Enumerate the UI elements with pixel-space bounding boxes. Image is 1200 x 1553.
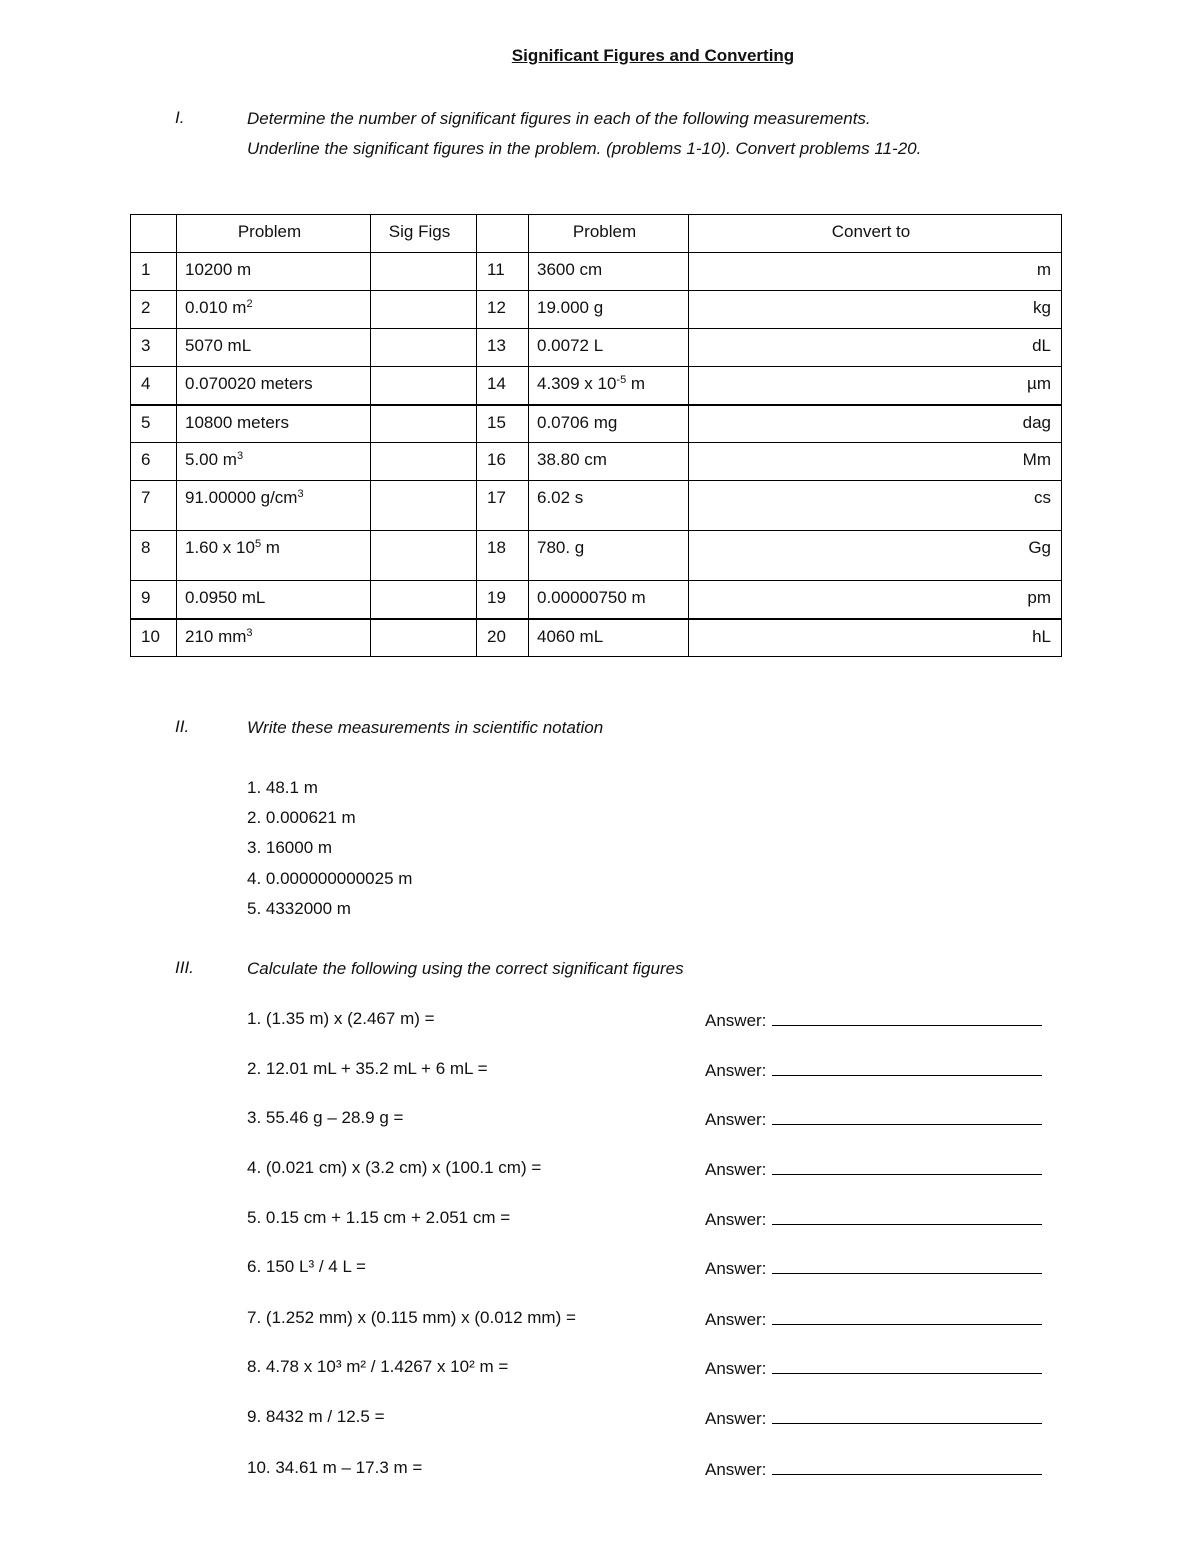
sig-figs-answer-cell[interactable] [371, 329, 477, 367]
row-number: 6 [131, 443, 177, 481]
header-blank-b [477, 215, 529, 253]
problem-text: 0.070020 meters [185, 374, 313, 393]
header-convert-to: Convert to [689, 215, 1062, 253]
answer-field[interactable] [705, 1208, 1042, 1230]
header-problem-a: Problem [177, 215, 371, 253]
answer-field[interactable] [705, 1357, 1042, 1379]
sig-figs-answer-cell[interactable] [371, 405, 477, 443]
page-title: Significant Figures and Converting [511, 46, 795, 65]
section-2-numeral: II. [175, 717, 190, 736]
calc-problem: 8. 4.78 x 10³ m² / 1.4267 x 10² m = [247, 1357, 509, 1376]
answer-line[interactable] [772, 1059, 1042, 1076]
row-number: 3 [131, 329, 177, 367]
problem-text: 0.00000750 m [537, 588, 646, 607]
calc-problem: 2. 12.01 mL + 35.2 mL + 6 mL = [247, 1059, 488, 1078]
problem-cell [177, 619, 371, 657]
answer-line[interactable] [772, 1407, 1042, 1424]
row-number: 17 [477, 481, 529, 531]
calc-problem: 6. 150 L³ / 4 L = [247, 1257, 366, 1276]
header-problem-b: Problem [529, 215, 689, 253]
sig-figs-answer-cell[interactable] [371, 531, 477, 581]
problem-exponent: 3 [236, 450, 244, 462]
answer-line[interactable] [772, 1257, 1042, 1274]
sig-figs-answer-cell[interactable] [371, 291, 477, 329]
problem-cell [529, 531, 689, 581]
row-number: 2 [131, 291, 177, 329]
problem-cell [177, 291, 371, 329]
problem-unit: m [626, 374, 646, 393]
problem-text: 780. g [537, 538, 585, 557]
list-item: 3. 16000 m [247, 838, 333, 858]
scientific-notation-list [247, 776, 412, 927]
answer-line[interactable] [772, 1108, 1042, 1125]
section-1-instructions [247, 104, 921, 164]
section-2-heading: Write these measurements in scientific notation [247, 718, 604, 737]
problem-cell [177, 531, 371, 581]
answer-field[interactable] [705, 1308, 1042, 1330]
problem-cell [529, 443, 689, 481]
sig-figs-table [130, 214, 1062, 657]
row-number: 16 [477, 443, 529, 481]
row-number: 19 [477, 581, 529, 619]
header-blank-a [131, 215, 177, 253]
problem-exponent: 3 [246, 626, 253, 639]
problem-cell [529, 253, 689, 291]
list-item: 1. 48.1 m [247, 778, 318, 797]
calc-problem: 10. 34.61 m – 17.3 m = [247, 1458, 423, 1477]
section-1-line-1: Determine the number of significant figures in each of the following measurements. [247, 109, 871, 128]
problem-cell [177, 405, 371, 443]
table-header-row [131, 215, 1062, 253]
row-number: 20 [477, 619, 529, 657]
row-number: 14 [477, 367, 529, 405]
problem-cell [529, 581, 689, 619]
section-1-numeral: I. [175, 108, 185, 127]
problem-text: 1.60 x 10 [185, 538, 255, 557]
row-number: 18 [477, 531, 529, 581]
problem-text: 6.02 s [537, 488, 584, 507]
row-number: 9 [131, 581, 177, 619]
problem-text: 10200 m [185, 260, 252, 279]
table-row [131, 405, 1062, 443]
problem-text: 19.000 g [537, 298, 604, 317]
answer-field[interactable] [705, 1108, 1042, 1130]
answer-label: Answer: [705, 1460, 767, 1479]
answer-field[interactable] [705, 1407, 1042, 1429]
answer-label: Answer: [705, 1110, 767, 1129]
problem-text: 0.0072 L [537, 336, 604, 355]
problem-cell [529, 367, 689, 405]
calc-problem: 9. 8432 m / 12.5 = [247, 1407, 385, 1426]
convert-unit-cell[interactable]: m [689, 253, 1062, 291]
calc-problem: 3. 55.46 g – 28.9 g = [247, 1108, 404, 1127]
problem-exponent: -5 [616, 374, 627, 386]
list-item: 4. 0.000000000025 m [247, 868, 413, 888]
answer-label: Answer: [705, 1011, 767, 1030]
table-row [131, 581, 1062, 619]
convert-unit-cell[interactable]: Gg [689, 531, 1062, 581]
answer-label: Answer: [705, 1210, 767, 1229]
calc-problem: 5. 0.15 cm + 1.15 cm + 2.051 cm = [247, 1208, 511, 1227]
table-row [131, 531, 1062, 581]
answer-line[interactable] [772, 1208, 1042, 1225]
row-number: 11 [477, 253, 529, 291]
answer-line[interactable] [772, 1308, 1042, 1325]
problem-text: 10800 meters [185, 412, 289, 432]
list-item: 2. 0.000621 m [247, 808, 356, 828]
convert-unit-cell[interactable]: Mm [689, 443, 1062, 481]
answer-label: Answer: [705, 1160, 767, 1179]
answer-field[interactable] [705, 1059, 1042, 1081]
row-number: 4 [131, 367, 177, 405]
problem-text: 4.309 x 10 [537, 374, 617, 393]
answer-field[interactable] [705, 1009, 1042, 1031]
row-number: 7 [131, 481, 177, 531]
answer-line[interactable] [772, 1357, 1042, 1374]
row-number: 8 [131, 531, 177, 581]
convert-unit-cell[interactable]: hL [689, 619, 1062, 657]
sig-figs-answer-cell[interactable] [371, 581, 477, 619]
problem-cell [529, 291, 689, 329]
list-item: 5. 4332000 m [247, 898, 351, 918]
answer-field[interactable] [705, 1158, 1042, 1180]
problem-cell [177, 443, 371, 481]
convert-unit-cell[interactable]: dL [689, 329, 1062, 367]
row-number: 15 [477, 405, 529, 443]
table-row [131, 329, 1062, 367]
answer-line[interactable] [772, 1158, 1042, 1175]
problem-text: 5070 mL [185, 336, 252, 355]
convert-unit-cell[interactable]: pm [689, 581, 1062, 619]
problem-exponent: 2 [246, 298, 253, 310]
problem-text: 210 mm [185, 626, 247, 646]
problem-cell [177, 253, 371, 291]
convert-unit-cell[interactable]: µm [689, 367, 1062, 405]
sig-figs-answer-cell[interactable] [371, 481, 477, 531]
table-row [131, 443, 1062, 481]
section-3-numeral: III. [175, 958, 194, 977]
row-number: 1 [131, 253, 177, 291]
problem-text: 0.0950 mL [185, 588, 266, 607]
problem-text: 91.00000 g/cm [185, 488, 298, 507]
row-number: 5 [131, 405, 177, 443]
sig-figs-answer-cell[interactable] [371, 443, 477, 481]
calc-problem: 7. (1.252 mm) x (0.115 mm) x (0.012 mm) = [247, 1308, 576, 1327]
problem-cell [529, 481, 689, 531]
table-row [131, 253, 1062, 291]
row-number: 12 [477, 291, 529, 329]
problem-cell [177, 481, 371, 531]
convert-unit-cell[interactable]: cs [689, 481, 1062, 531]
problem-text: 4060 mL [537, 626, 604, 646]
answer-line[interactable] [772, 1458, 1042, 1475]
problem-cell [529, 405, 689, 443]
header-sig-figs: Sig Figs [371, 215, 477, 253]
problem-unit: m [261, 538, 280, 557]
answer-field[interactable] [705, 1458, 1042, 1480]
table-row [131, 619, 1062, 657]
table-row [131, 367, 1062, 405]
calc-problem: 4. (0.021 cm) x (3.2 cm) x (100.1 cm) = [247, 1158, 542, 1177]
convert-unit-cell[interactable]: kg [689, 291, 1062, 329]
section-1-line-2: Underline the significant figures in the problem. (problems 1-10). Convert problems 11-20. [247, 139, 922, 158]
row-number: 13 [477, 329, 529, 367]
problem-text: 3600 cm [537, 260, 603, 279]
sig-figs-answer-cell[interactable] [371, 367, 477, 405]
calc-problem: 1. (1.35 m) x (2.467 m) = [247, 1009, 435, 1028]
sig-figs-answer-cell[interactable] [371, 253, 477, 291]
answer-label: Answer: [705, 1259, 767, 1278]
sig-figs-answer-cell[interactable] [371, 619, 477, 657]
answer-field[interactable] [705, 1257, 1042, 1279]
section-3-heading: Calculate the following using the correct significant figures [247, 959, 684, 978]
problem-text: 0.010 m [185, 298, 247, 317]
problem-exponent: 3 [297, 488, 304, 500]
problem-cell [529, 619, 689, 657]
table-row [131, 481, 1062, 531]
answer-line[interactable] [772, 1009, 1042, 1026]
answer-label: Answer: [705, 1061, 767, 1080]
problem-text: 38.80 cm [537, 450, 607, 469]
answer-label: Answer: [705, 1310, 767, 1329]
problem-cell [177, 367, 371, 405]
convert-unit-cell[interactable]: dag [689, 405, 1062, 443]
problem-text: 5.00 m [185, 450, 237, 469]
problem-cell [529, 329, 689, 367]
answer-label: Answer: [705, 1359, 767, 1378]
problem-cell [177, 329, 371, 367]
problem-cell [177, 581, 371, 619]
problem-text: 0.0706 mg [537, 412, 618, 432]
problem-exponent: 5 [254, 538, 262, 550]
table-row [131, 291, 1062, 329]
answer-label: Answer: [705, 1409, 767, 1428]
row-number: 10 [131, 619, 177, 657]
